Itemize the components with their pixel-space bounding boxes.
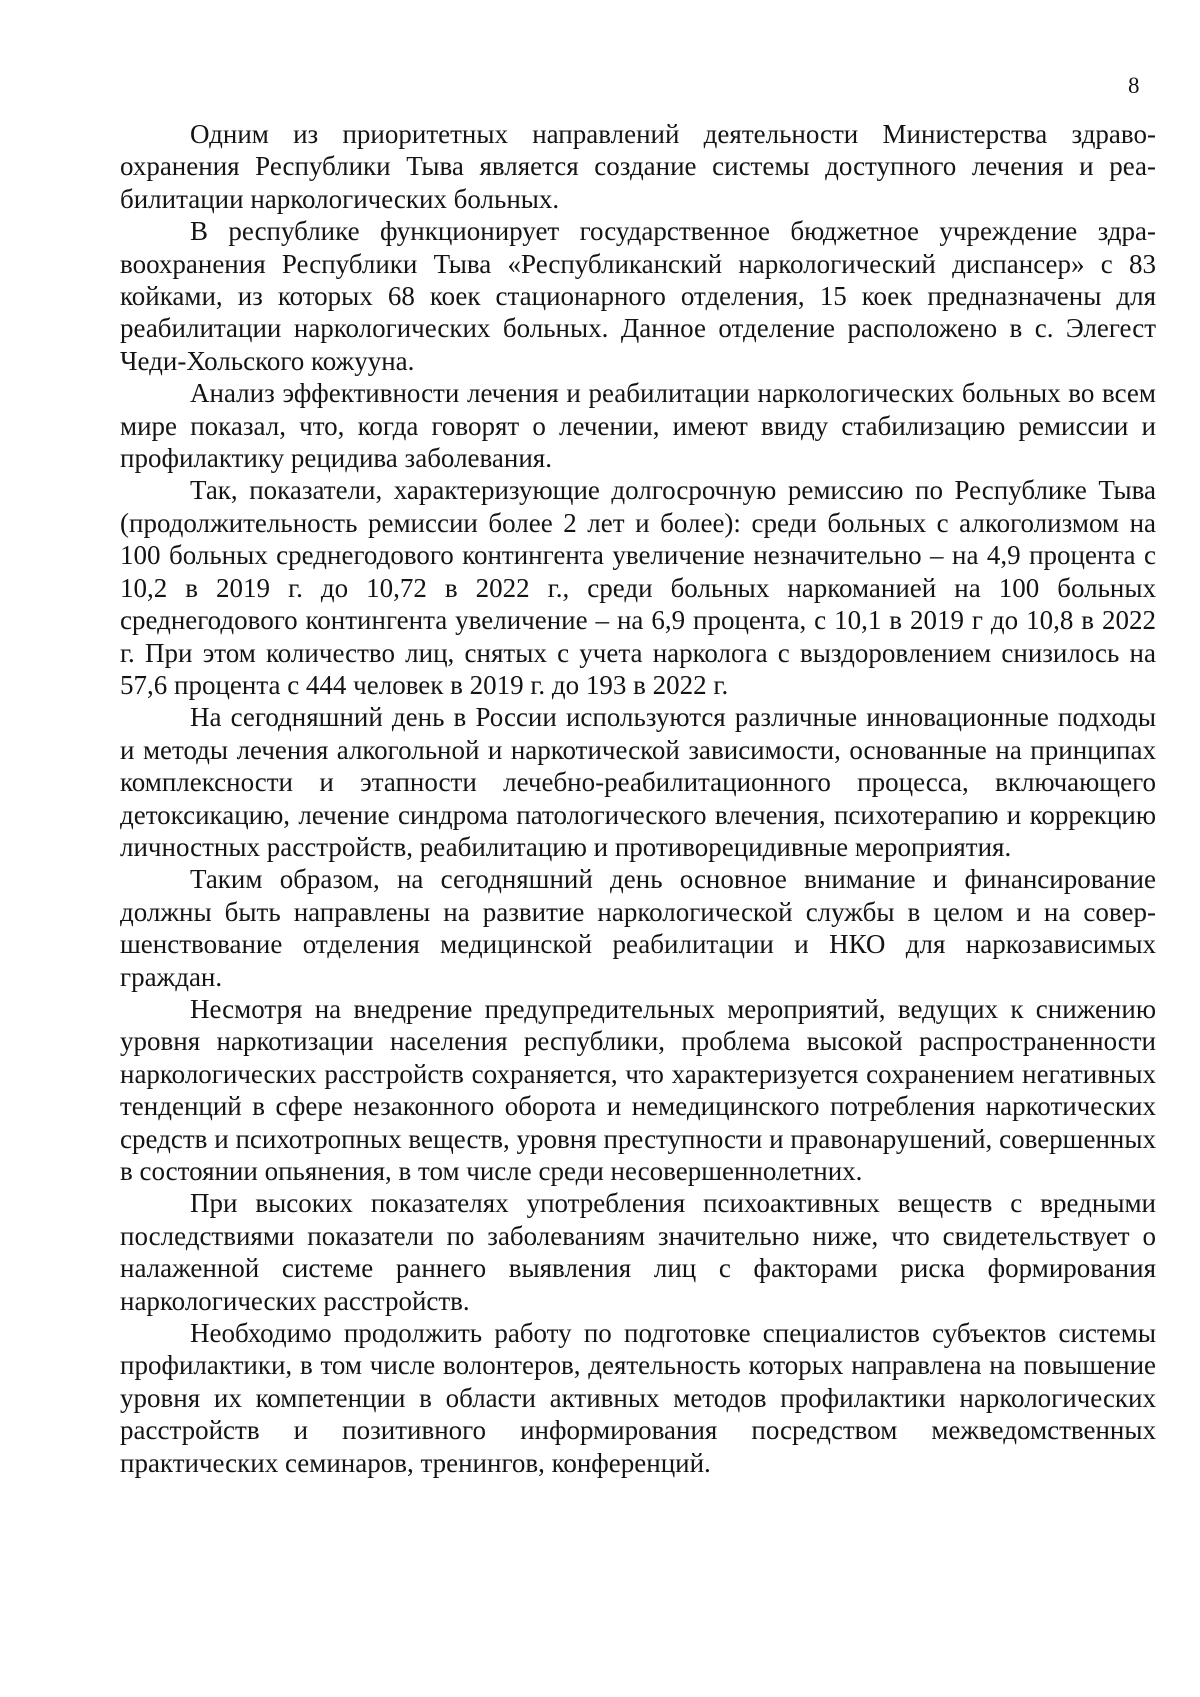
paragraph: Анализ эффективности лечения и реабилитации наркологических больных во всем мире показал, что, когда говорят о лечении, имеют ввиду стабилизацию ремиссии и профилактику рецидива заболевания.: [120, 378, 1156, 474]
paragraph: При высоких показателях употребления психоактивных веществ с вредными последствиями показатели по заболеваниям значительно ниже, что свидетельствует о налаженной системе раннего выявления лиц с факторами риска формирования наркологических расстройств.: [120, 1188, 1156, 1316]
body-text: [120, 118, 1156, 1479]
paragraph: Таким образом, на сегодняшний день основное внимание и финансирование должны быть направлены на развитие наркологической службы в целом и на совершенствование отделения медицинской реабилитации и НКО для наркозависимых граждан.: [120, 864, 1156, 992]
paragraph: Несмотря на внедрение предупредительных мероприятий, ведущих к снижению уровня наркотизации населения республики, проблема высокой распространенности наркологических расстройств сохраняется, что характеризуется сохранением негативных тенденций в сфере незаконного оборота и немедицинского потребления наркотических средств и психотропных веществ, уровня преступности и правонарушений, совершенных в состоянии опьянения, в том числе среди несовершеннолетних.: [120, 993, 1156, 1186]
paragraph: Необходимо продолжить работу по подготовке специалистов субъектов системы профилактики, в том числе волонтеров, деятельность которых направлена на повышение уровня их компетенции в области активных методов профилактики наркологических расстройств и позитивного информирования посредством межведомственных практических семинаров, тренингов, конференций.: [120, 1318, 1156, 1478]
page-number: 8: [1128, 73, 1140, 98]
paragraph: На сегодняшний день в России используются различные инновационные подходы и методы лечения алкогольной и наркотической зависимости, основанные на принципах комплексности и этапности лечебно-реабилитационного процесса, включающего детоксикацию, лечение синдрома патологического влечения, психотерапию и коррекцию личностных расстройств, реабилитацию и противорецидивные мероприятия.: [120, 702, 1156, 862]
paragraph: Одним из приоритетных направлений деятельности Министерства здравоохранения Республики Тыва является создание системы доступного лечения и реабилитации наркологических больных.: [120, 119, 1156, 214]
paragraph: В республике функционирует государственное бюджетное учреждение здравоохранения Республики Тыва «Республиканский наркологический диспансер» с 83 койками, из которых 68 коек стационарного отделения, 15 коек предназначены для реабилитации наркологических больных. Данное отделение расположено в с. Элегест Чеди-Хольского кожууна.: [120, 216, 1156, 376]
paragraph: Так, показатели, характеризующие долгосрочную ремиссию по Республике Тыва (продолжительность ремиссии более 2 лет и более): среди больных с алкоголизмом на 100 больных среднегодового контингента увеличение незначительно – на 4,9 процента с 10,2 в 2019 г. до 10,72 в 2022 г., среди больных наркоманией на 100 больных среднегодового контингента увеличение – на 6,9 процента, с 10,1 в 2019 г до 10,8 в 2022 г. При этом количество лиц, снятых с учета нарколога с выздоровлением снизилось на 57,6 процента с 444 человек в 2019 г. до 193 в 2022 г.: [120, 475, 1156, 700]
